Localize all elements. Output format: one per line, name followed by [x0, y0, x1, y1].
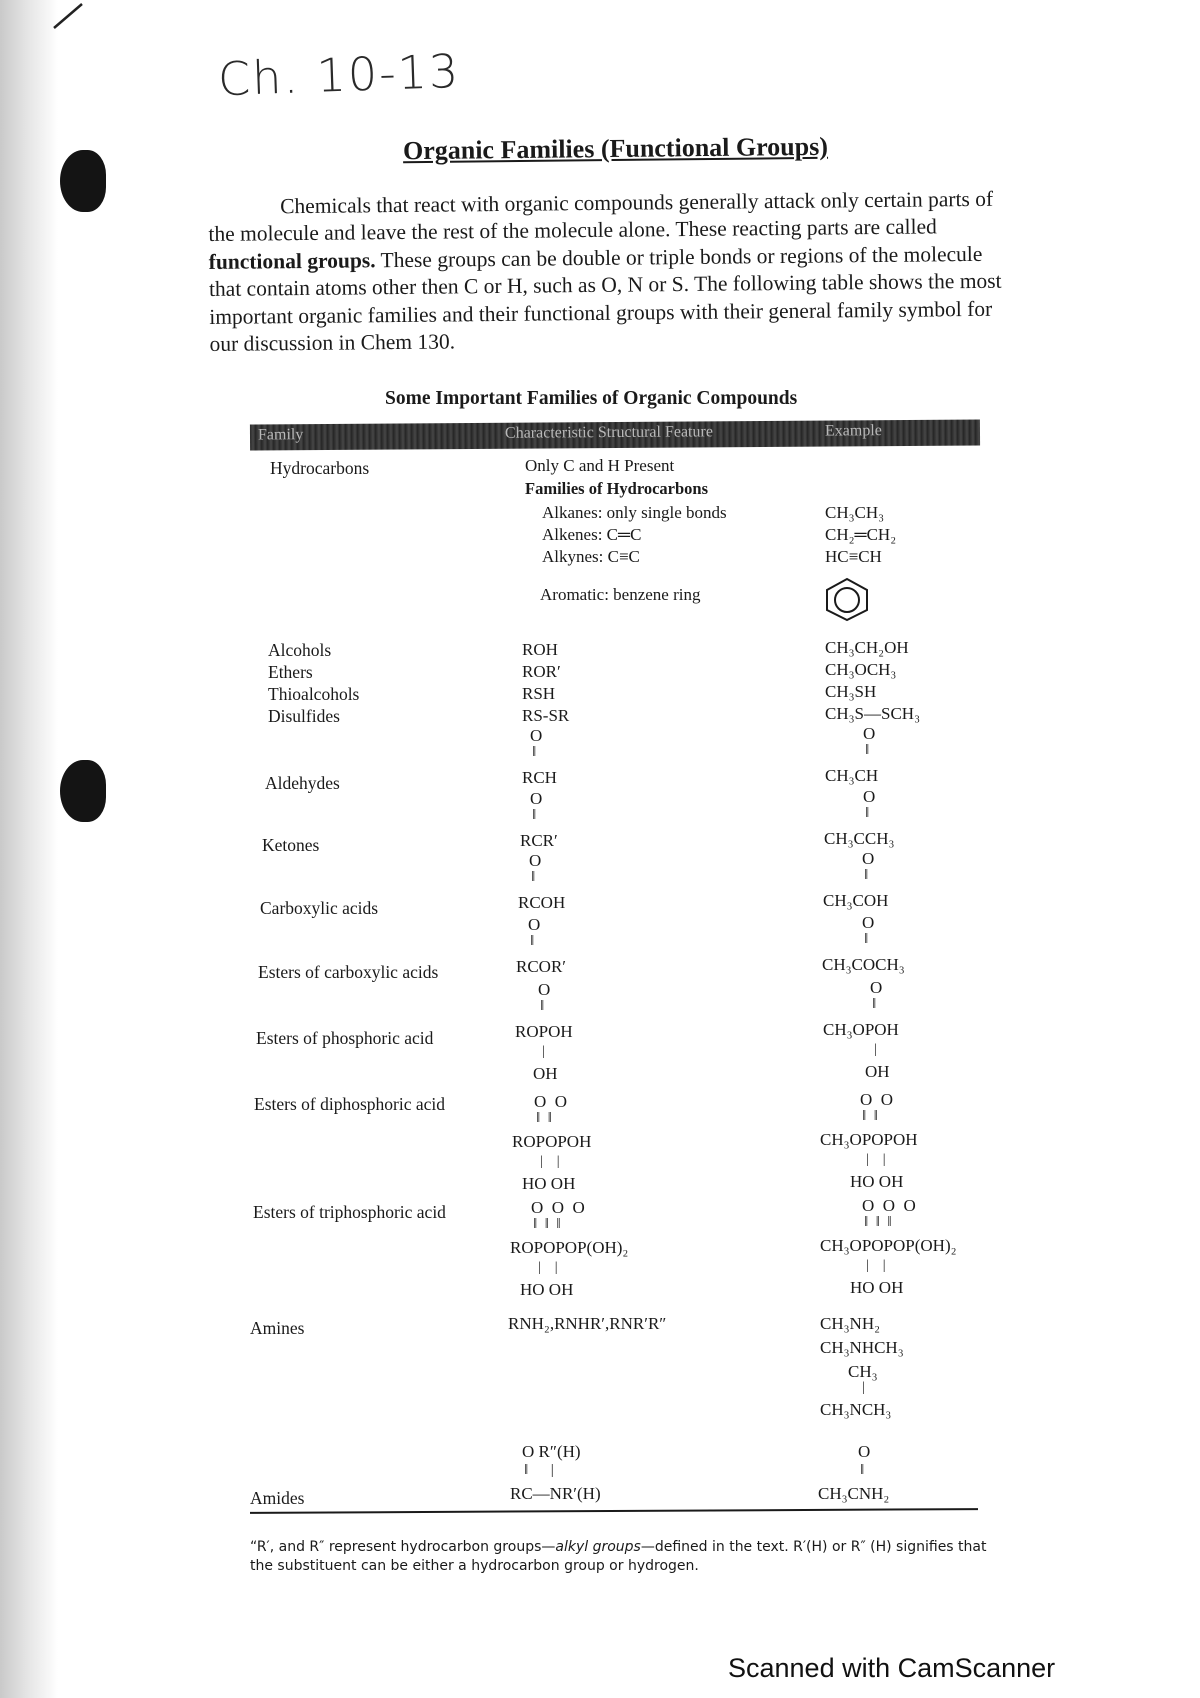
feature-amides: RC—NR′(H) — [510, 1484, 601, 1503]
carbonyl-oxygen: O — [528, 915, 541, 934]
intro-bold-term: functional groups. — [208, 248, 376, 274]
double-bond-marks: ‖ ‖ — [862, 1108, 878, 1124]
carbonyl-oxygen: O — [858, 1442, 871, 1461]
feature-phosphoric-esters-oh: OH — [533, 1064, 558, 1083]
example-thioalcohols: CH₃SH — [825, 682, 877, 701]
bond-marks: ‖ | — [524, 1462, 554, 1478]
double-bond-mark: ‖ — [532, 807, 537, 823]
example-disulfides: CH₃S—SCH₃ — [825, 704, 920, 723]
phosphoryl-oxygen: O — [538, 980, 551, 999]
double-bond-mark: ‖ — [864, 867, 869, 883]
family-disulfides: Disulfides — [268, 706, 340, 726]
header-feature: Characteristic Structural Feature — [504, 423, 713, 442]
feature-phosphoric-esters: ROPOH — [515, 1022, 573, 1041]
family-hydrocarbons: Hydrocarbons — [270, 458, 370, 478]
example-esters-carboxylic: CH₃COCH₃ — [822, 955, 905, 974]
footnote-text-b: —defined in the text. R′(H) or R″ (H) signifies that the substituent can be either a hydrocarbon group or hydrogen. — [250, 1539, 987, 1574]
intro-text-1: Chemicals that react with organic compounds generally attack only certain parts of the molecule and leave the rest of the molecule alone. These reacting parts are called — [208, 186, 994, 247]
double-bond-marks: ‖ ‖ ‖ — [864, 1214, 892, 1230]
example-alcohols: CH₃CH₂OH — [825, 638, 909, 657]
family-amines: Amines — [250, 1318, 305, 1338]
example-alkane: CH₃CH₃ — [825, 503, 885, 522]
double-bond-mark: ‖ — [531, 869, 536, 885]
feature-aldehydes: RCH — [522, 768, 557, 787]
family-alcohols: Alcohols — [268, 640, 332, 660]
carbonyl-oxygen: O — [863, 724, 876, 743]
double-bond-mark: ‖ — [872, 996, 877, 1012]
table-bottom-rule — [250, 1508, 978, 1514]
feature-triphosphoric-esters: ROPOPOP(OH)₂ — [510, 1238, 629, 1257]
double-bond-mark: ‖ — [865, 805, 870, 821]
family-phosphoric-esters: Esters of phosphoric acid — [256, 1028, 434, 1048]
double-bond-mark: ‖ — [860, 1462, 865, 1478]
example-aldehydes: CH₃CH — [825, 766, 879, 785]
family-amides: Amides — [250, 1488, 305, 1508]
double-bond-marks: ‖ ‖ — [536, 1110, 552, 1126]
camscanner-watermark: Scanned with CamScanner — [728, 1653, 1056, 1683]
header-example: Example — [824, 422, 882, 440]
phosphoryl-oxygens: O O O — [531, 1198, 585, 1217]
carbonyl-oxygen: O — [862, 913, 875, 932]
example-amines-3-top: CH₃ — [848, 1362, 878, 1381]
example-triphosphoric-esters-ho-oh: HO OH — [850, 1278, 904, 1297]
feature-amines: RNH₂,RNHR′,RNR′R″ — [508, 1314, 667, 1333]
carbonyl-oxygen: O — [530, 726, 543, 745]
feature-families-heading: Families of Hydrocarbons — [525, 479, 709, 498]
example-carboxylic-acids: CH₃COH — [823, 891, 889, 910]
footnote-emphasis: alkyl groups — [555, 1539, 641, 1555]
double-bond-mark: ‖ — [530, 933, 535, 949]
single-bond-mark: | — [542, 1044, 545, 1059]
families-table — [250, 380, 980, 1600]
single-bond-marks: | | — [538, 1260, 558, 1275]
table-header-bar — [250, 419, 980, 450]
phosphoryl-oxygens: O O — [860, 1090, 894, 1109]
feature-esters-carboxylic: RCOR′ — [516, 957, 567, 976]
example-diphosphoric-esters-ho-oh: HO OH — [850, 1172, 904, 1191]
phosphoryl-oxygens: O O — [534, 1092, 568, 1111]
feature-alcohols: ROH — [522, 640, 558, 659]
family-carboxylic-acids: Carboxylic acids — [260, 898, 379, 918]
family-aldehydes: Aldehydes — [265, 773, 340, 793]
footnote-text-a: “R′, and R″ represent hydrocarbon groups— — [250, 1539, 556, 1555]
example-alkene: CH₂═CH₂ — [825, 525, 897, 544]
example-amines-2: CH₃NHCH₃ — [820, 1338, 904, 1357]
punch-hole — [60, 760, 106, 822]
example-ethers: CH₃OCH₃ — [825, 660, 897, 679]
example-ketones: CH₃CCH₃ — [824, 829, 895, 848]
feature-alkynes: Alkynes: C≡C — [542, 547, 640, 566]
feature-disulfides: RS-SR — [522, 706, 570, 725]
page-title: Organic Families (Functional Groups) — [402, 131, 829, 166]
double-bond-mark: ‖ — [864, 931, 869, 947]
pen-mark — [52, 0, 86, 32]
family-ethers: Ethers — [268, 662, 313, 682]
carbonyl-oxygen: O — [529, 851, 542, 870]
double-bond-mark: ‖ — [532, 744, 537, 760]
double-bond-mark: ‖ — [865, 742, 870, 758]
feature-diphosphoric-esters: ROPOPOH — [512, 1132, 592, 1151]
intro-text-2: These groups can be double or triple bonds or regions of the molecule that contain atoms other then C or H, such as O, N or S. The following table shows the most important organic families and their functional groups with their general family symbol for our discussion in Chem 130. — [208, 241, 1002, 357]
single-bond-marks: | | — [866, 1152, 886, 1167]
family-esters-carboxylic: Esters of carboxylic acids — [258, 962, 439, 982]
family-ketones: Ketones — [262, 835, 320, 855]
table-title: Some Important Families of Organic Compounds — [385, 388, 798, 409]
header-family: Family — [257, 426, 304, 444]
phosphoryl-oxygens: O O O — [862, 1196, 916, 1215]
example-amides: CH₃CNH₂ — [818, 1484, 890, 1503]
intro-paragraph — [208, 186, 1010, 359]
example-phosphoric-esters: CH₃OPOH — [823, 1020, 899, 1039]
example-alkyne: HC≡CH — [825, 547, 882, 566]
feature-triphosphoric-esters-ho-oh: HO OH — [520, 1280, 574, 1299]
double-bond-mark: ‖ — [540, 998, 545, 1014]
feature-aromatic: Aromatic: benzene ring — [540, 585, 701, 604]
family-diphosphoric-esters: Esters of diphosphoric acid — [254, 1094, 445, 1114]
double-bond-marks: ‖ ‖ ‖ — [533, 1216, 561, 1232]
example-amines-1: CH₃NH₂ — [820, 1314, 881, 1333]
example-amines-3: CH₃NCH₃ — [820, 1400, 892, 1419]
benzene-ring-icon — [822, 576, 872, 622]
feature-ethers: ROR′ — [522, 662, 561, 681]
example-phosphoric-esters-oh: OH — [865, 1062, 890, 1081]
carbonyl-oxygen: O — [530, 789, 543, 808]
feature-alkenes: Alkenes: C═C — [542, 525, 642, 544]
single-bond-mark: | — [874, 1042, 877, 1057]
feature-amides-top: O R″(H) — [522, 1442, 581, 1461]
punch-hole — [60, 150, 106, 212]
feature-thioalcohols: RSH — [522, 684, 556, 703]
feature-carboxylic-acids: RCOH — [518, 893, 566, 912]
table-footnote — [250, 1538, 990, 1576]
feature-diphosphoric-esters-ho-oh: HO OH — [522, 1174, 576, 1193]
single-bond-marks: | | — [866, 1258, 886, 1273]
single-bond-marks: | | — [540, 1154, 560, 1169]
feature-hydrocarbons: Only C and H Present — [525, 456, 675, 475]
feature-alkanes: Alkanes: only single bonds — [542, 503, 727, 522]
example-triphosphoric-esters: CH₃OPOPOP(OH)₂ — [820, 1236, 957, 1255]
example-diphosphoric-esters: CH₃OPOPOH — [820, 1130, 918, 1149]
family-triphosphoric-esters: Esters of triphosphoric acid — [253, 1202, 446, 1222]
handwritten-chapter-note: Ch. 10-13 — [217, 43, 462, 107]
single-bond-mark: | — [862, 1380, 865, 1395]
feature-ketones: RCR′ — [520, 831, 558, 850]
family-thioalcohols: Thioalcohols — [268, 684, 360, 704]
binder-edge — [0, 0, 58, 1698]
phosphoryl-oxygen: O — [870, 978, 883, 997]
carbonyl-oxygen: O — [863, 787, 876, 806]
carbonyl-oxygen: O — [862, 849, 875, 868]
